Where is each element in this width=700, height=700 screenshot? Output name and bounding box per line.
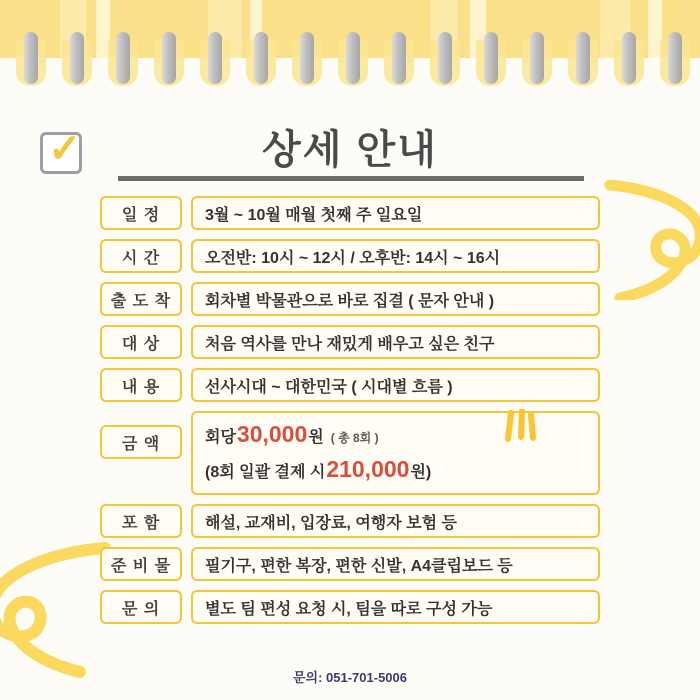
row-label: 포 함 (100, 504, 182, 538)
bundle-unit: 원) (410, 464, 432, 481)
notebook-binding (0, 0, 700, 105)
table-row (0, 196, 700, 230)
table-row (0, 368, 700, 402)
table-row (0, 504, 700, 538)
row-value: 3월 ~ 10월 매월 첫째 주 일요일 (191, 196, 600, 230)
sparkle-icon (500, 409, 540, 443)
binding-ring (484, 32, 498, 84)
table-row (0, 282, 700, 316)
row-label: 금 액 (100, 425, 182, 459)
binding-ring (530, 32, 544, 84)
row-label: 일 정 (100, 196, 182, 230)
row-value: 회차별 박물관으로 바로 집결 ( 문자 안내 ) (191, 282, 600, 316)
binding-ring (438, 32, 452, 84)
price-unit: 원 (308, 429, 324, 446)
table-row (0, 325, 700, 359)
price-line-bundle (205, 456, 586, 483)
table-row (0, 590, 700, 624)
row-label: 시 간 (100, 239, 182, 273)
row-label: 내 용 (100, 368, 182, 402)
row-value: 오전반: 10시 ~ 12시 / 오후반: 14시 ~ 16시 (191, 239, 600, 273)
table-row (0, 239, 700, 273)
row-label: 대 상 (100, 325, 182, 359)
bundle-amount: 210,000 (326, 456, 410, 482)
binding-ring (346, 32, 360, 84)
binding-ring (668, 32, 682, 84)
price-note: ( 총 8회 ) (330, 431, 379, 445)
row-value: 별도 팀 편성 요청 시, 팀을 따로 구성 가능 (191, 590, 600, 624)
binding-ring (622, 32, 636, 84)
row-label: 준 비 물 (100, 547, 182, 581)
detail-table (0, 196, 700, 633)
row-value-price (191, 411, 600, 495)
binding-ring (254, 32, 268, 84)
binding-ring (300, 32, 314, 84)
row-label: 문 의 (100, 590, 182, 624)
bundle-prefix: (8회 일괄 결제 시 (205, 464, 326, 481)
price-prefix: 회당 (205, 429, 236, 446)
row-value: 해설, 교재비, 입장료, 여행자 보험 등 (191, 504, 600, 538)
footer-contact: 문의: 051-701-5006 (292, 670, 407, 685)
row-value: 필기구, 편한 복장, 편한 신발, A4클립보드 등 (191, 547, 600, 581)
binding-ring (70, 32, 84, 84)
binding-ring (24, 32, 38, 84)
page-title: 상세 안내 (262, 128, 438, 172)
check-icon: ✓ (48, 127, 82, 171)
binding-ring (162, 32, 176, 84)
binding-ring (208, 32, 222, 84)
binding-ring (392, 32, 406, 84)
binding-ring (576, 32, 590, 84)
price-amount: 30,000 (236, 421, 308, 447)
row-label: 출 도 착 (100, 282, 182, 316)
table-row (0, 547, 700, 581)
row-value: 선사시대 ~ 대한민국 ( 시대별 흐름 ) (191, 368, 600, 402)
title-underline (118, 176, 584, 181)
table-row-price (0, 411, 700, 495)
row-value: 처음 역사를 만나 재밌게 배우고 싶은 친구 (191, 325, 600, 359)
binding-ring (116, 32, 130, 84)
